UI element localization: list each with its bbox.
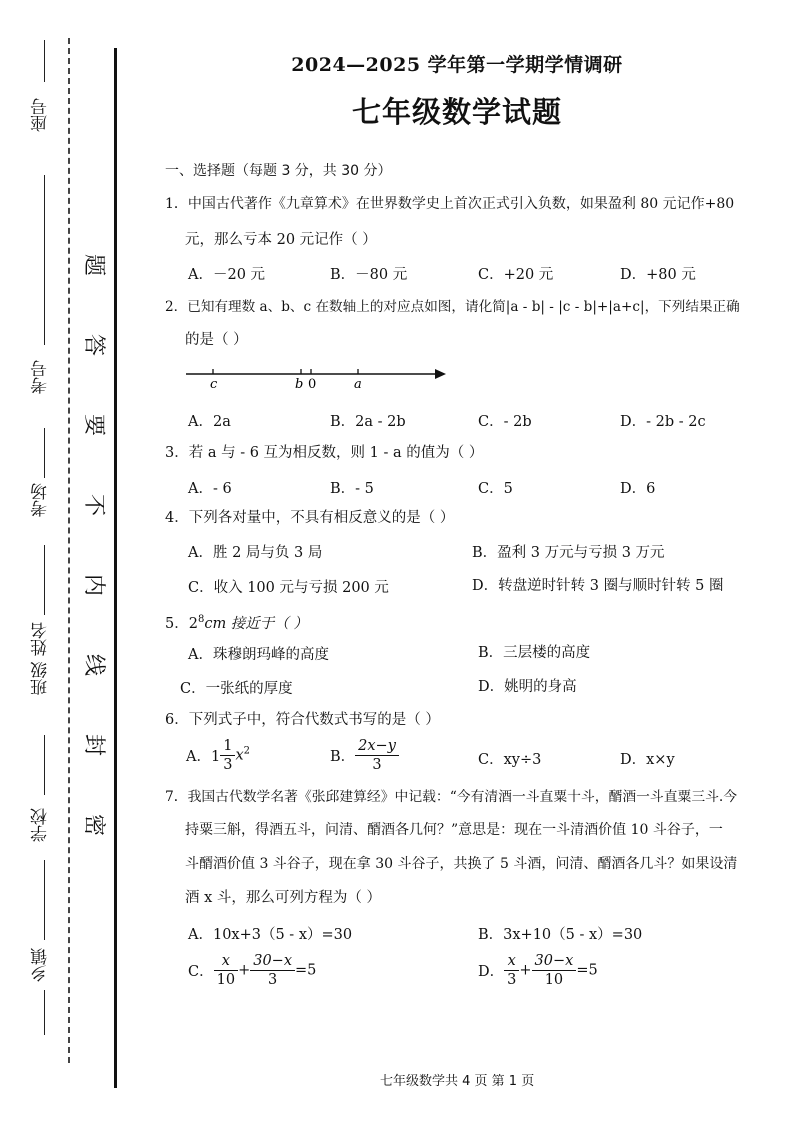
- label-c: c: [210, 377, 218, 392]
- q6-a-fraction: [220, 737, 235, 774]
- town-line: [44, 860, 45, 940]
- q3-option-a: A．- 6: [188, 481, 232, 497]
- q4-option-b: B．盈利 3 万元与亏损 3 万元: [472, 545, 665, 561]
- town-bottom-line: [44, 990, 45, 1035]
- seal-char-4: 不: [84, 490, 107, 516]
- q1-option-b: B．－80 元: [330, 267, 408, 283]
- q1-line2: 元，那么亏本 20 元记作（ ）: [185, 232, 377, 248]
- q6-a-exp: 2: [243, 745, 250, 757]
- q7-c-n2: 30−x: [250, 952, 295, 971]
- seat-label: 座号: [31, 98, 51, 132]
- school-label: 学校: [31, 808, 51, 842]
- q2-line1: 2．已知有理数 a、b、c 在数轴上的对应点如图，请化简|a - b| - |c - b|+|a+c|，下列结果正确: [165, 299, 740, 315]
- q5-option-b: B．三层楼的高度: [478, 645, 591, 661]
- label-zero: 0: [308, 377, 317, 392]
- page-footer: 七年级数学共 4 页 第 1 页: [380, 1074, 535, 1089]
- q7-line4: 酒 x 斗，那么可列方程为（ ）: [185, 890, 382, 906]
- cut-dashed-line: [68, 38, 70, 1063]
- q7-d-n2: 30−x: [532, 952, 577, 971]
- seal-char-5: 内: [84, 570, 107, 596]
- q7-line1: 7．我国古代数学名著《张邱建算经》中记载：“今有清酒一斗直粟十斗，醑酒一斗直粟三斗.今: [165, 789, 738, 805]
- q3-option-d: D．6: [620, 481, 656, 497]
- q6-b-label: B．: [330, 749, 356, 765]
- q2-option-d: D．- 2b - 2c: [620, 414, 706, 430]
- q7-c-n1: x: [214, 952, 238, 971]
- q6-b-fraction: [355, 737, 399, 774]
- seal-char-6: 线: [84, 650, 107, 676]
- q7-option-c: [188, 952, 316, 989]
- town-label: 乡镇: [31, 948, 51, 982]
- name-line: [44, 545, 45, 615]
- exam-room-label: 考场: [31, 483, 51, 517]
- q7-d-plus: +: [519, 962, 532, 979]
- q7-c-plus: +: [238, 962, 251, 979]
- number-line-figure: [180, 360, 460, 396]
- q7-c-frac2: [250, 952, 295, 989]
- q5-prefix: 5．2: [165, 615, 198, 632]
- q7-d-d2: 10: [544, 972, 564, 988]
- seal-char-7: 封: [84, 730, 107, 756]
- q6-line: 6．下列式子中，符合代数式书写的是（ ）: [165, 712, 440, 728]
- q7-d-eq: =5: [576, 962, 598, 979]
- exam-title: 七年级数学试题: [351, 95, 562, 129]
- q7-d-frac2: [532, 952, 577, 989]
- q4-line: 4．下列各对量中，不具有相反意义的是（ ）: [165, 510, 455, 526]
- q2-option-c: C．- 2b: [478, 414, 532, 430]
- q6-a-var: x: [235, 747, 244, 764]
- exam-no-line: [44, 175, 45, 345]
- q7-line3: 斗醑酒价值 3 斗谷子，现在拿 30 斗谷子，共换了 5 斗酒，问清、醑酒各几斗？如果设清: [185, 856, 738, 872]
- seal-char-3: 要: [84, 410, 107, 436]
- q7-option-a: A．10x+3（5 - x）=30: [188, 927, 353, 943]
- q1-option-c: C．+20 元: [478, 267, 554, 283]
- q4-option-c: C．收入 100 元与亏损 200 元: [188, 580, 389, 596]
- q5-suffix: cm 接近于（ ）: [204, 615, 308, 632]
- q7-d-frac1: [504, 952, 519, 989]
- q4-option-d: D．转盘逆时针转 3 圈与顺时针转 5 圈: [472, 578, 724, 594]
- q1-line1: 1．中国古代著作《九章算术》在世界数学史上首次正式引入负数，如果盈利 80 元记作+80: [165, 196, 735, 212]
- q5-exponent: 8: [197, 614, 205, 625]
- label-b: b: [295, 377, 304, 392]
- q7-c-d2: 3: [267, 972, 278, 988]
- q3-option-b: B．- 5: [330, 481, 374, 497]
- q1-option-a: A．－20 元: [188, 267, 266, 283]
- q7-option-b: B．3x+10（5 - x）=30: [478, 927, 643, 943]
- section-heading: 一、选择题（每题 3 分，共 30 分）: [165, 163, 392, 179]
- q6-a-den: 3: [223, 757, 233, 773]
- exam-subtitle: 2024—2025 学年第一学期学情调研: [291, 54, 623, 76]
- q7-option-d: [478, 952, 598, 989]
- q5-option-d: D．姚明的身高: [478, 679, 577, 695]
- q6-option-a: [186, 737, 250, 774]
- q2-line2: 的是（ ）: [185, 332, 248, 348]
- school-line: [44, 735, 45, 795]
- q7-c-label: C．: [188, 964, 214, 980]
- q7-c-frac1: [214, 952, 238, 989]
- q6-option-d: D．x×y: [620, 752, 675, 768]
- q6-b-den: 3: [372, 757, 382, 773]
- exam-room-line: [44, 428, 45, 478]
- binding-solid-line: [114, 48, 117, 1088]
- q3-option-c: C．5: [478, 481, 513, 497]
- seat-line: [44, 40, 45, 82]
- q7-c-d1: 10: [216, 972, 236, 988]
- q2-option-a: A．2a: [188, 414, 231, 430]
- class-name-label: 班级 姓名: [31, 622, 51, 696]
- seal-char-2: 答: [84, 330, 107, 356]
- q6-a-num: 1: [220, 737, 235, 756]
- q7-d-label: D．: [478, 964, 505, 980]
- q5-option-a: A．珠穆朗玛峰的高度: [188, 647, 329, 663]
- q5-option-c: C．一张纸的厚度: [180, 681, 293, 697]
- q6-option-c: C．xy÷3: [478, 752, 542, 768]
- q6-b-num: 2x−y: [355, 737, 399, 756]
- q3-line: 3．若 a 与 - 6 互为相反数，则 1 - a 的值为（ ）: [165, 445, 484, 461]
- exam-no-label: 考号: [31, 360, 51, 394]
- q7-line2: 持粟三斛，得酒五斗，问清、醑酒各几何？”意思是：现在一斗清酒价值 10 斗谷子，一: [185, 822, 723, 838]
- q6-a-label: A．1: [186, 749, 221, 765]
- seal-char-1: 题: [84, 250, 107, 276]
- q2-option-b: B．2a - 2b: [330, 414, 406, 430]
- label-a: a: [354, 377, 362, 392]
- q1-option-d: D．+80 元: [620, 267, 696, 283]
- q5-line: [165, 609, 308, 635]
- q7-d-n1: x: [504, 952, 519, 971]
- q6-option-b: [330, 737, 399, 774]
- q4-option-a: A．胜 2 局与负 3 局: [188, 545, 323, 561]
- number-line-arrow: [435, 369, 446, 379]
- seal-char-8: 密: [84, 810, 107, 836]
- q7-d-d1: 3: [507, 972, 517, 988]
- q7-c-eq: =5: [295, 962, 317, 979]
